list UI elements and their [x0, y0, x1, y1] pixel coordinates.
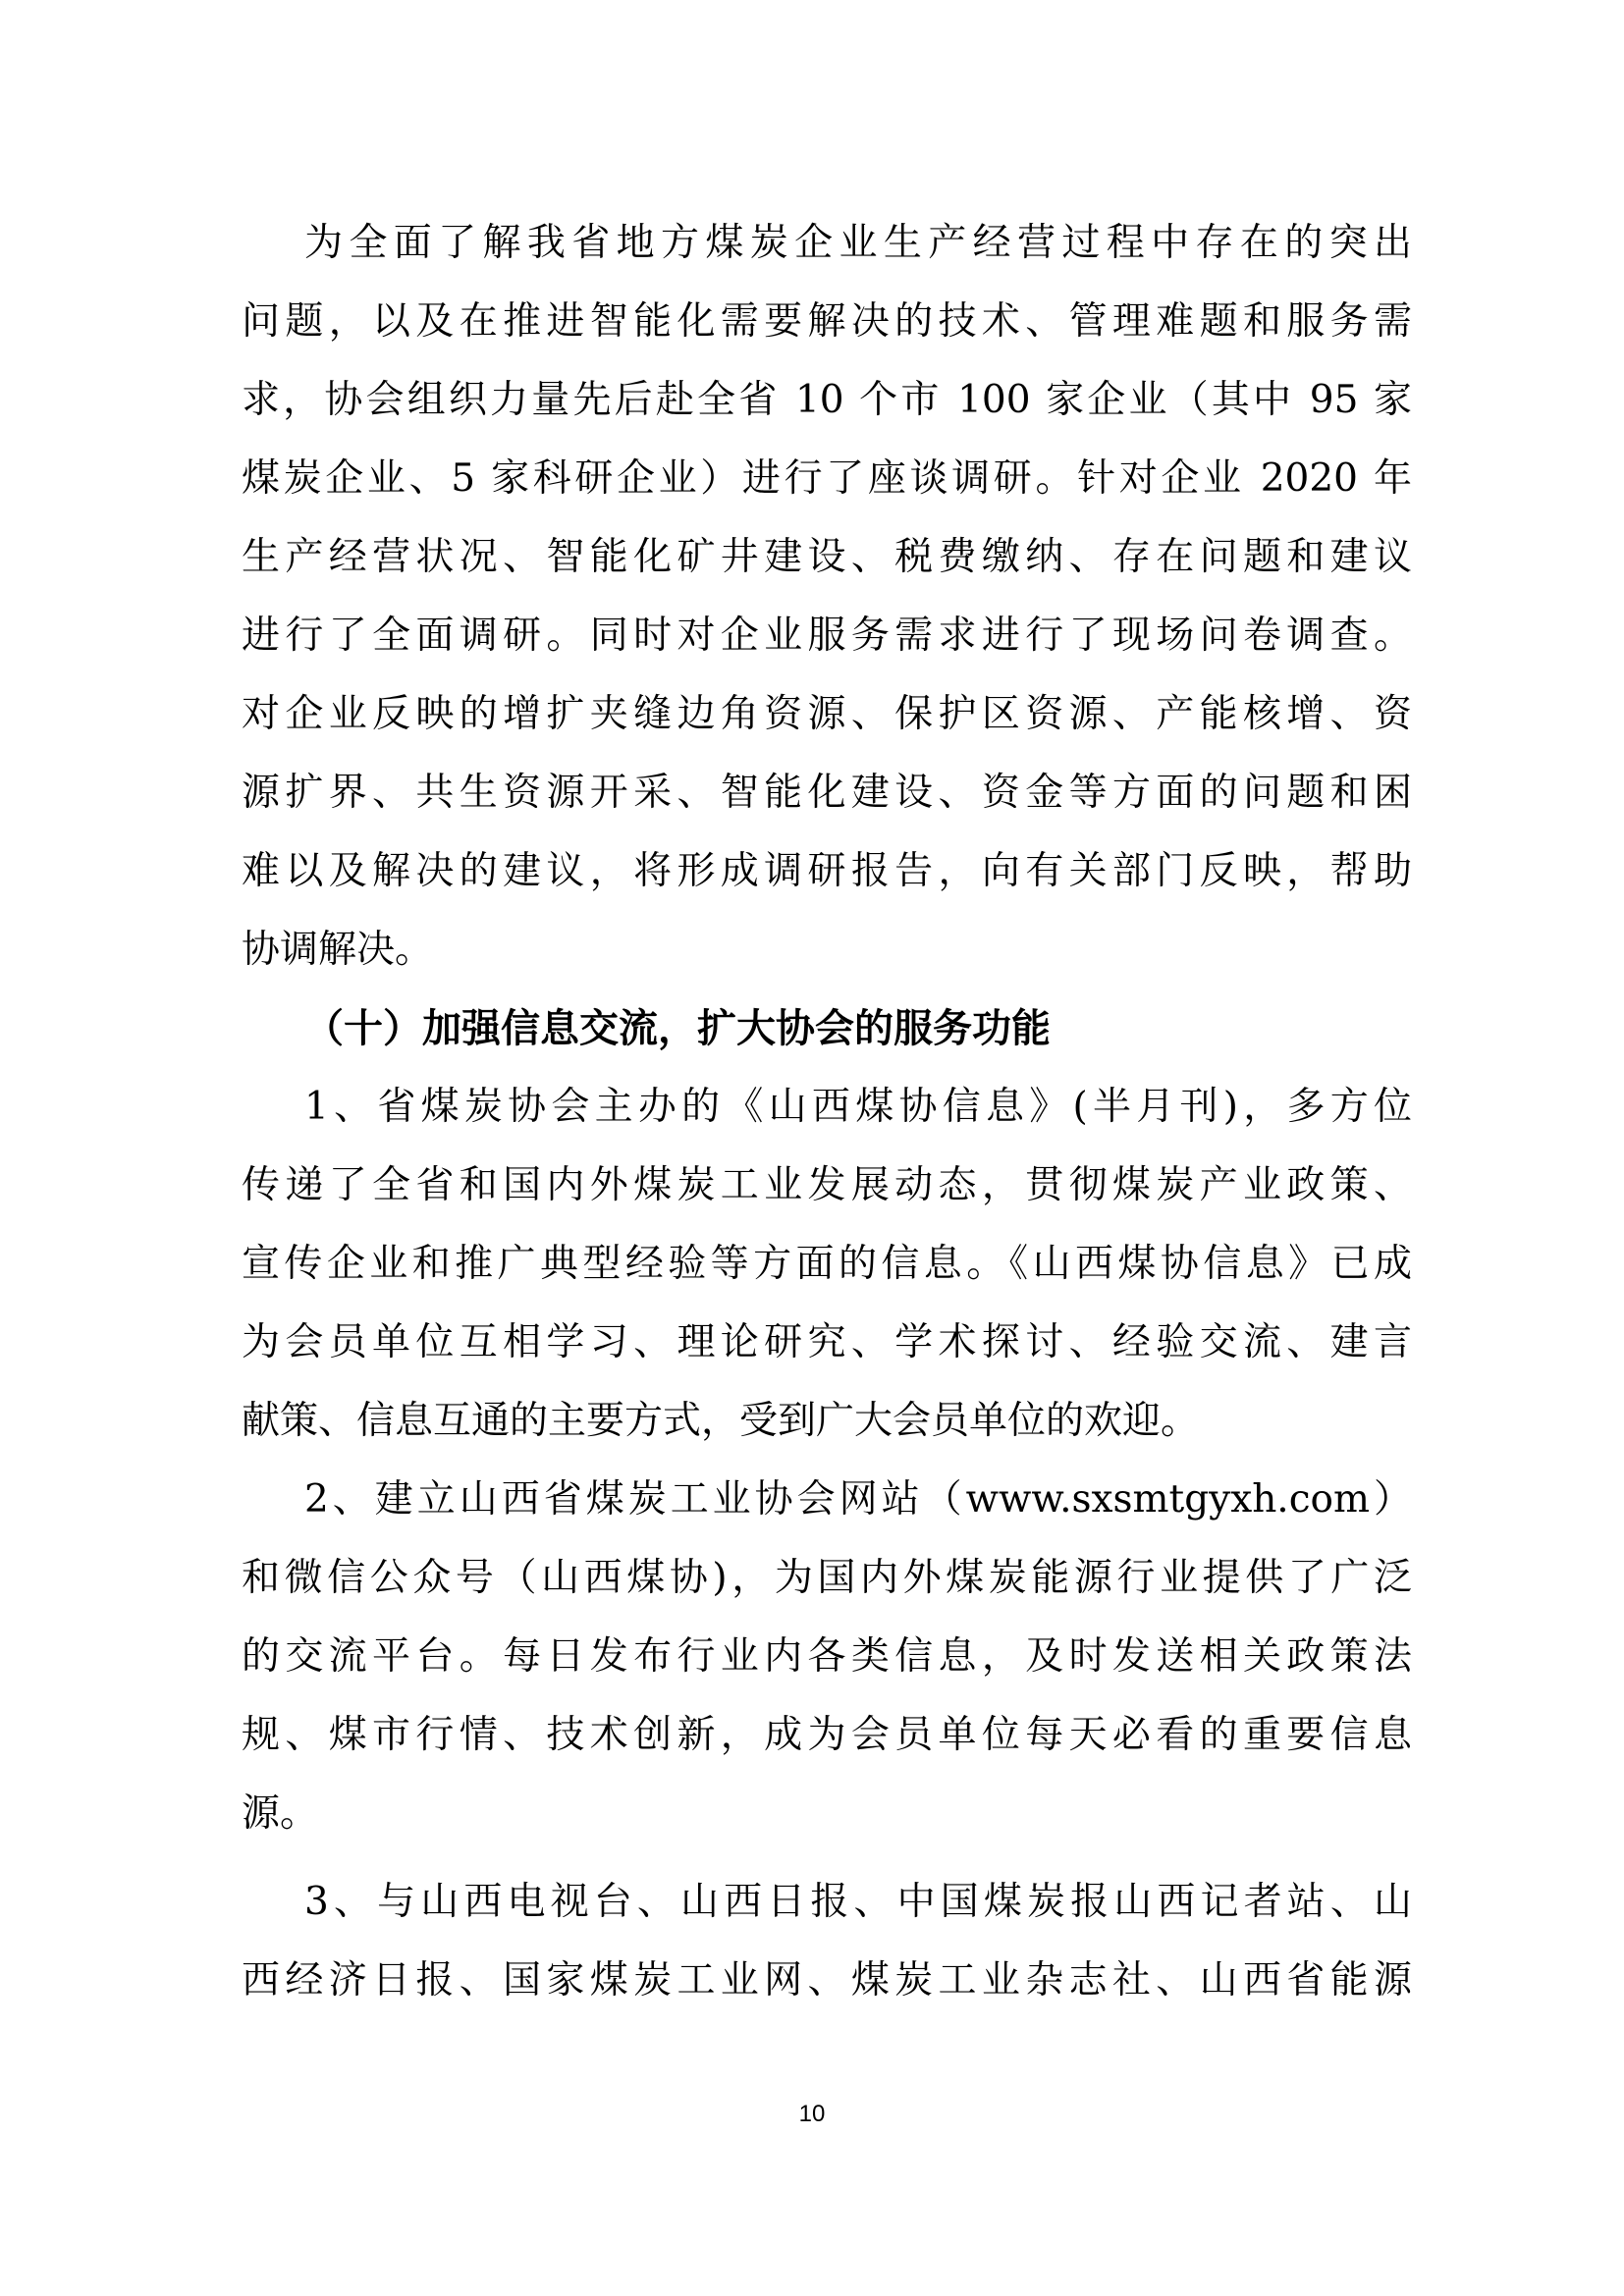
text-line: 宣传企业和推广典型经验等方面的信息。《山西煤协信息》已成 — [242, 1242, 1412, 1286]
text-line: 问题，以及在推进智能化需要解决的技术、管理难题和服务需 — [242, 299, 1412, 344]
text-line: 3、与山西电视台、山西日报、中国煤炭报山西记者站、山 — [304, 1880, 1412, 1924]
page-number: 10 — [798, 2101, 826, 2127]
text-line: 对企业反映的增扩夹缝边角资源、保护区资源、产能核增、资 — [242, 692, 1412, 736]
text-line: 规、煤市行情、技术创新，成为会员单位每天必看的重要信息 — [242, 1713, 1412, 1757]
text-line: 协调解决。 — [242, 928, 434, 972]
text-line: 为全面了解我省地方煤炭企业生产经营过程中存在的突出 — [304, 221, 1412, 265]
text-line: 生产经营状况、智能化矿井建设、税费缴纳、存在问题和建议 — [242, 535, 1412, 579]
text-line: 和微信公众号（山西煤协)，为国内外煤炭能源行业提供了广泛 — [242, 1556, 1412, 1600]
text-line: 源。 — [242, 1791, 319, 1836]
section-heading: （十）加强信息交流，扩大协会的服务功能 — [304, 1006, 1051, 1051]
text-line: 为会员单位互相学习、理论研究、学术探讨、经验交流、建言 — [242, 1320, 1412, 1364]
text-line: 1、省煤炭协会主办的《山西煤协信息》(半月刊)，多方位 — [304, 1085, 1412, 1129]
text-line: 的交流平台。每日发布行业内各类信息，及时发送相关政策法 — [242, 1634, 1412, 1679]
text-line: 进行了全面调研。同时对企业服务需求进行了现场问卷调查。 — [242, 614, 1412, 658]
text-line: 传递了全省和国内外煤炭工业发展动态，贯彻煤炭产业政策、 — [242, 1163, 1412, 1207]
text-line: 源扩界、共生资源开采、智能化建设、资金等方面的问题和困 — [242, 771, 1412, 815]
text-line: 求，协会组织力量先后赴全省 10 个市 100 家企业（其中 95 家 — [242, 378, 1412, 422]
text-line: 难以及解决的建议，将形成调研报告，向有关部门反映，帮助 — [242, 849, 1412, 893]
text-line: 西经济日报、国家煤炭工业网、煤炭工业杂志社、山西省能源 — [242, 1958, 1412, 2002]
text-line: 煤炭企业、5 家科研企业）进行了座谈调研。针对企业 2020 年 — [242, 456, 1412, 501]
text-line: 献策、信息互通的主要方式，受到广大会员单位的欢迎。 — [242, 1399, 1200, 1443]
text-line: 2、建立山西省煤炭工业协会网站（www.sxsmtgyxh.com） — [304, 1477, 1412, 1522]
